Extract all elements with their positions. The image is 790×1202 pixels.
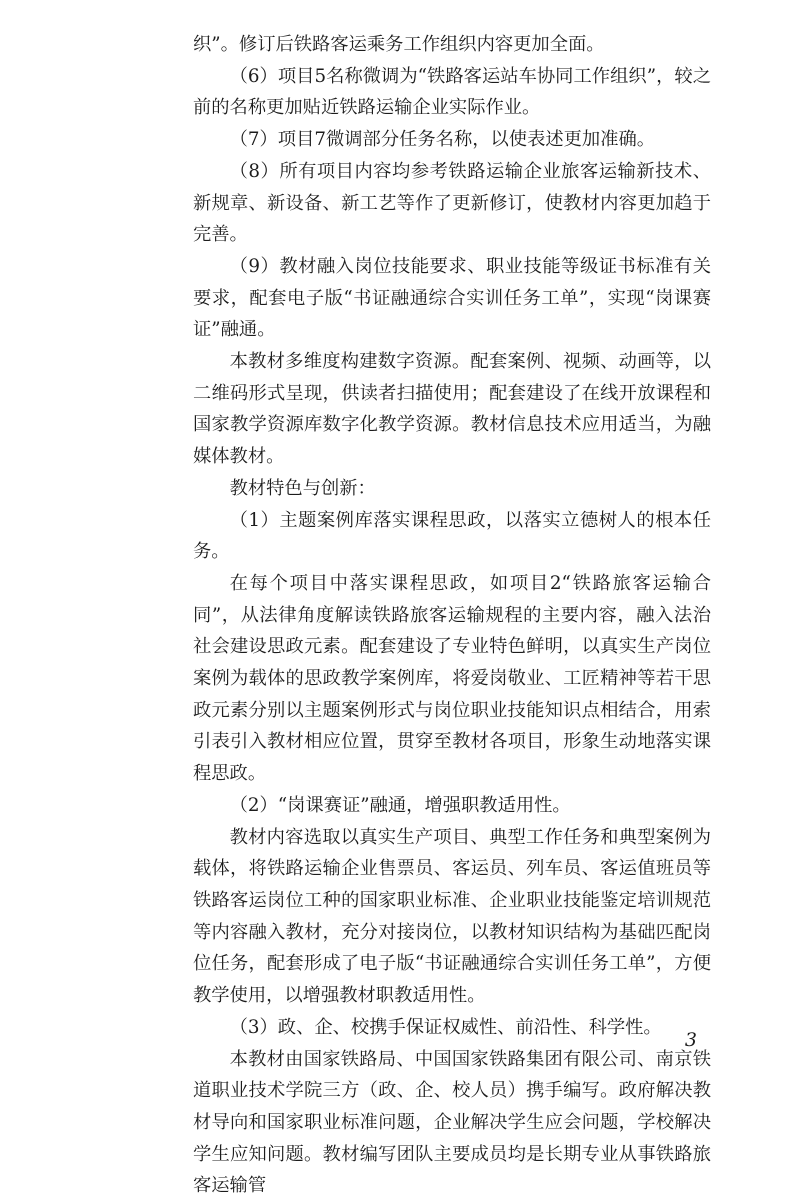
section-heading-features: 教材特色与创新：: [193, 473, 711, 505]
paragraph-item-7: （7）项目7微调部分任务名称，以使表述更加准确。: [193, 124, 711, 156]
paragraph-continuation: 织”。修订后铁路客运乘务工作组织内容更加全面。: [193, 29, 711, 61]
paragraph-item-6: （6）项目5名称微调为“铁路客运站车协同工作组织”，较之前的名称更加贴近铁路运输企业实际作业。: [193, 61, 711, 124]
paragraph-item-8: （8）所有项目内容均参考铁路运输企业旅客运输新技术、新规章、新设备、新工艺等作了更新修订，使教材内容更加趋于完善。: [193, 156, 711, 251]
body-text: [193, 29, 711, 1202]
feature-heading-2: （2）“岗课赛证”融通，增强职教适用性。: [193, 790, 711, 822]
feature-heading-3: （3）政、企、校携手保证权威性、前沿性、科学性。: [193, 1012, 711, 1044]
paragraph-item-9: （9）教材融入岗位技能要求、职业技能等级证书标准有关要求，配套电子版“书证融通综合实训任务工单”，实现“岗课赛证”融通。: [193, 251, 711, 346]
feature-body-2: 教材内容选取以真实生产项目、典型工作任务和典型案例为载体，将铁路运输企业售票员、客运员、列车员、客运值班员等铁路客运岗位工种的国家职业标准、企业职业技能鉴定培训规范等内容融入教材，充分对接岗位，以教材知识结构为基础匹配岗位任务，配套形成了电子版“书证融通综合实训任务工单”，方便教学使用，以增强教材职教适用性。: [193, 822, 711, 1012]
page-number: 3: [685, 1029, 697, 1051]
feature-heading-1: （1）主题案例库落实课程思政，以落实立德树人的根本任务。: [193, 505, 711, 568]
paragraph-digital-resources: 本教材多维度构建数字资源。配套案例、视频、动画等，以二维码形式呈现，供读者扫描使用；配套建设了在线开放课程和国家教学资源库数字化教学资源。教材信息技术应用适当，为融媒体教材。: [193, 346, 711, 473]
feature-body-3: 本教材由国家铁路局、中国国家铁路集团有限公司、南京铁道职业技术学院三方（政、企、校人员）携手编写。政府解决教材导向和国家职业标准问题，企业解决学生应会问题，学校解决学生应知问题。教材编写团队主要成员均是长期专业从事铁路旅客运输管: [193, 1044, 711, 1202]
feature-body-1: 在每个项目中落实课程思政，如项目2“铁路旅客运输合同”，从法律角度解读铁路旅客运输规程的主要内容，融入法治社会建设思政元素。配套建设了专业特色鲜明，以真实生产岗位案例为载体的思政教学案例库，将爱岗敬业、工匠精神等若干思政元素分别以主题案例形式与岗位职业技能知识点相结合，用索引表引入教材相应位置，贯穿至教材各项目，形象生动地落实课程思政。: [193, 568, 711, 790]
